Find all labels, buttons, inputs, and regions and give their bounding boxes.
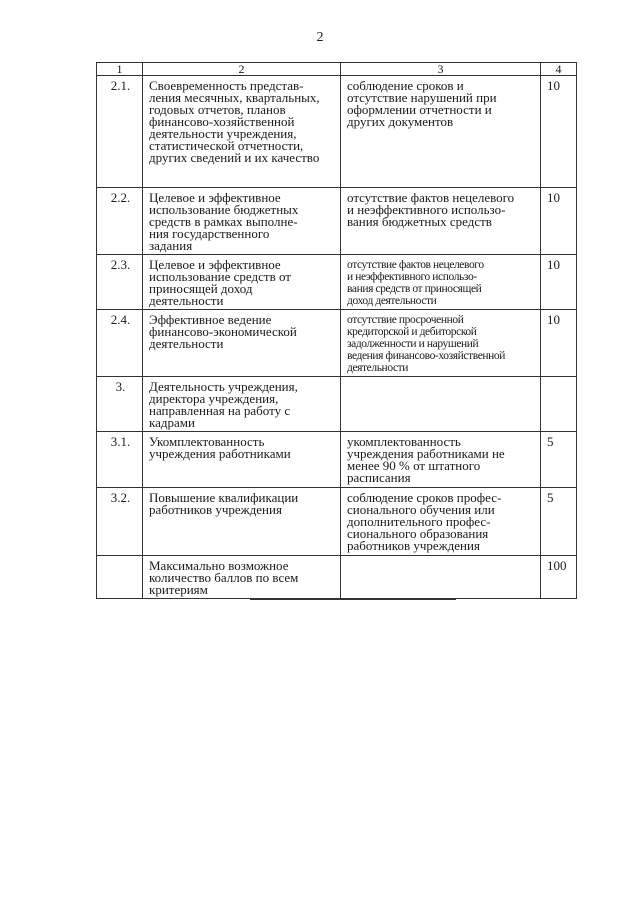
table-row	[97, 255, 577, 310]
row-number: 2.2.	[97, 188, 143, 255]
points-cell: 10	[541, 76, 577, 188]
indicator-text: отсутствие фактов нецелевого и неэффективного использо- вания бюджетных средств	[347, 190, 515, 229]
table-row	[97, 310, 577, 377]
criterion-text: Укомплектованность учреждения работниками	[149, 434, 291, 461]
row-number: 3.1.	[97, 432, 143, 488]
criterion-text: Деятельность учреждения, директора учреждения, направленная на работу с кадрами	[149, 379, 298, 430]
criterion-text: Повышение квалификации работников учреждения	[149, 490, 299, 517]
indicator-cell	[341, 255, 541, 310]
criterion-text: Целевое и эффективное использование бюджетных средств в рамках выполне- ния государственного задания	[149, 190, 299, 253]
row-number: 2.4.	[97, 310, 143, 377]
table-row	[97, 76, 577, 188]
page-number: 2	[316, 30, 324, 45]
footer-divider	[250, 599, 456, 600]
points-cell: 10	[541, 310, 577, 377]
criterion-text: Своевременность представ- ления месячных, квартальных, годовых отчетов, планов финансово-хозяйственной деятельности учреждения, статистической отчетности, других сведений и их качество	[149, 78, 320, 165]
table-header-row	[97, 63, 577, 76]
table-row	[97, 377, 577, 432]
row-number: 2.3.	[97, 255, 143, 310]
indicator-cell	[341, 488, 541, 556]
column-header-indicator: 3	[341, 63, 541, 76]
column-header-number: 1	[97, 63, 143, 76]
indicator-text: соблюдение сроков профес- сионального обучения или дополнительного профес- сионального образования работников учреждения	[347, 490, 502, 553]
indicator-text: отсутствие фактов нецелевого и неэффективного использо- вания средств от приносящей доход деятельности	[347, 259, 484, 307]
indicator-cell	[341, 310, 541, 377]
column-header-points: 4	[541, 63, 577, 76]
indicator-text: соблюдение сроков и отсутствие нарушений при оформлении отчетности и других документов	[347, 78, 497, 129]
criterion-cell	[143, 377, 341, 432]
criteria-table	[96, 62, 577, 599]
criterion-cell	[143, 432, 341, 488]
criterion-text: Целевое и эффективное использование средств от приносящей доход деятельности	[149, 257, 291, 308]
indicator-cell	[341, 432, 541, 488]
row-number	[97, 556, 143, 599]
table-row	[97, 488, 577, 556]
criterion-cell	[143, 310, 341, 377]
indicator-cell	[341, 556, 541, 599]
total-points-cell: 100	[541, 556, 577, 599]
points-cell: 5	[541, 432, 577, 488]
points-cell: 5	[541, 488, 577, 556]
criterion-cell	[143, 255, 341, 310]
row-number: 3.2.	[97, 488, 143, 556]
indicator-cell	[341, 377, 541, 432]
indicator-cell	[341, 188, 541, 255]
criterion-cell	[143, 488, 341, 556]
criterion-cell	[143, 556, 341, 599]
table-row	[97, 556, 577, 599]
criterion-cell	[143, 188, 341, 255]
table-row	[97, 432, 577, 488]
indicator-text: укомплектованность учреждения работниками не менее 90 % от штатного расписания	[347, 434, 505, 485]
points-cell: 10	[541, 188, 577, 255]
criterion-text: Эффективное ведение финансово-экономической деятельности	[149, 312, 297, 351]
criterion-text: Максимально возможное количество баллов по всем критериям	[149, 558, 299, 597]
criterion-cell	[143, 76, 341, 188]
table-row	[97, 188, 577, 255]
points-cell: 10	[541, 255, 577, 310]
row-number: 2.1.	[97, 76, 143, 188]
column-header-criterion: 2	[143, 63, 341, 76]
row-number: 3.	[97, 377, 143, 432]
indicator-text: отсутствие просроченной кредиторской и дебиторской задолженности и нарушений ведения финансово-хозяйственной деятельности	[347, 314, 506, 374]
indicator-cell	[341, 76, 541, 188]
points-cell	[541, 377, 577, 432]
